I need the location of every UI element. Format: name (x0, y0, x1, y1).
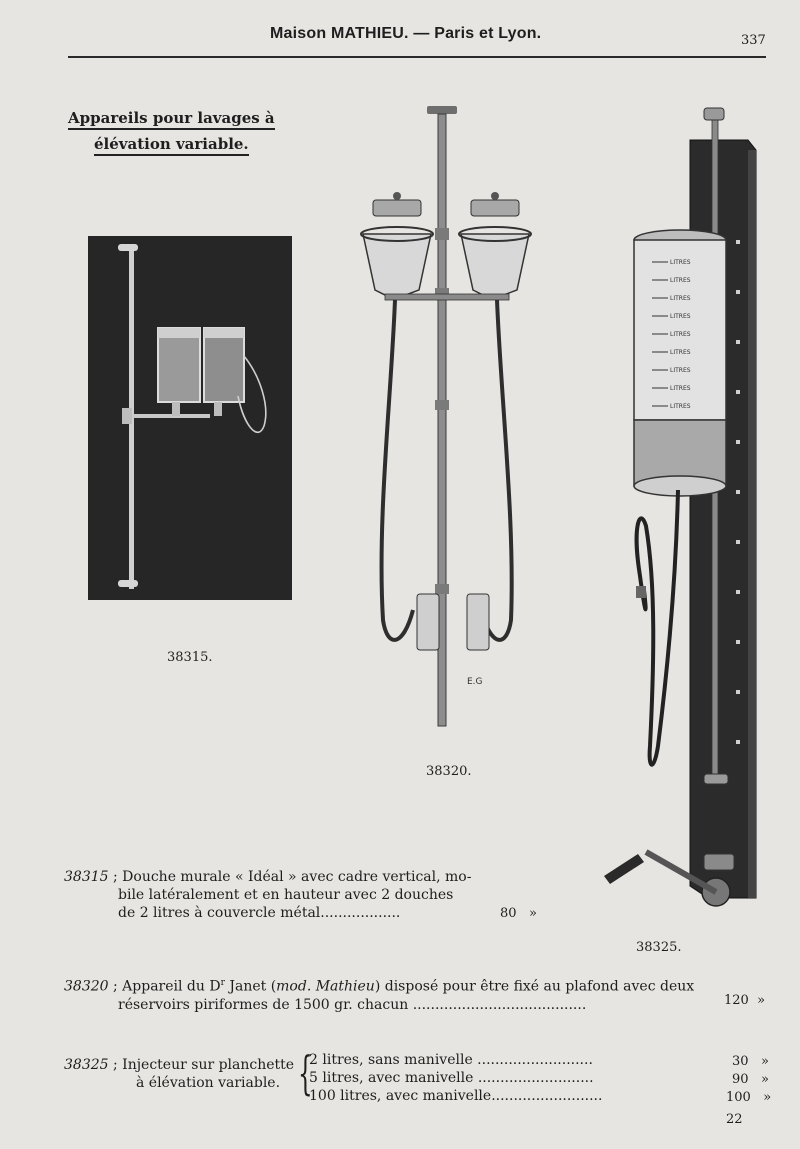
figure-38325-illustration (598, 106, 770, 918)
scale-label: LITRES (670, 295, 691, 302)
scale-label: LITRES (670, 367, 691, 374)
section-title (68, 105, 275, 157)
item-38325-options (309, 1051, 602, 1105)
item-38320-ref: 38320 (64, 978, 109, 995)
option-price: 30 » (732, 1054, 769, 1069)
item-38315-price: 80 » (500, 906, 537, 921)
item-38320-price: 120 » (724, 993, 766, 1008)
scale-label: LITRES (670, 385, 691, 392)
item-38315-line1: Douche murale « Idéal » avec cadre vertical, mo- (122, 869, 472, 885)
item-38325-desc-line2: à élévation variable. (136, 1075, 281, 1091)
item-38315-line3: de 2 litres à couvercle métal.................. (118, 905, 401, 921)
scale-label: LITRES (670, 349, 691, 356)
figure-38320-illustration (355, 100, 545, 730)
option-price: 90 » (732, 1072, 769, 1087)
page-number: 337 (741, 33, 766, 48)
item-38315-ref: 38315 (64, 869, 109, 885)
item-38325-ref: 38325 (64, 1057, 109, 1073)
item-38320: 38320 ; Appareil du $D^r$ Janet (mod. Mathieu) disposé pour être fixé au plafond avec deux réservoirs piriformes de 1500 gr. chacun ....................................... (64, 978, 695, 1013)
running-header: Maison MATHIEU. — Paris et Lyon. (270, 25, 542, 42)
figure-38325-label: 38325. (636, 940, 682, 955)
option-row: 100 litres, avec manivelle......................... (309, 1088, 603, 1104)
scale-label: LITRES (670, 403, 691, 410)
section-title-line1: Appareils pour lavages à (68, 109, 275, 130)
scale-label: LITRES (670, 277, 691, 284)
option-row: 2 litres, sans manivelle .......................... (309, 1052, 593, 1068)
signature-mark: 22 (726, 1112, 743, 1127)
scale-label: LITRES (670, 331, 691, 338)
header-rule (68, 56, 766, 58)
item-38325-brace: { (298, 1046, 313, 1100)
option-row: 5 litres, avec manivelle .......................... (309, 1070, 594, 1086)
figure-38315-label: 38315. (167, 650, 213, 665)
item-38320-line2: réservoirs piriformes de 1500 gr. chacun ....................................... (118, 996, 587, 1013)
section-title-line2: élévation variable. (94, 135, 249, 156)
item-38325: 38325 ; Injecteur sur planchette à élévation variable. (64, 1057, 295, 1091)
option-price: 100 » (726, 1090, 772, 1105)
figure-38315-photo (88, 236, 292, 600)
figure-38320-initials: E.G (467, 677, 483, 687)
scale-label: LITRES (670, 259, 691, 266)
item-38315-line2: bile latéralement et en hauteur avec 2 douches (118, 887, 454, 903)
scale-label: LITRES (670, 313, 691, 320)
figure-38320-label: 38320. (426, 764, 472, 779)
item-38315: 38315 ; Douche murale « Idéal » avec cadre vertical, mo- bile latéralement et en hauteur avec 2 douches de 2 litres à couvercle métal.................. (64, 869, 472, 921)
